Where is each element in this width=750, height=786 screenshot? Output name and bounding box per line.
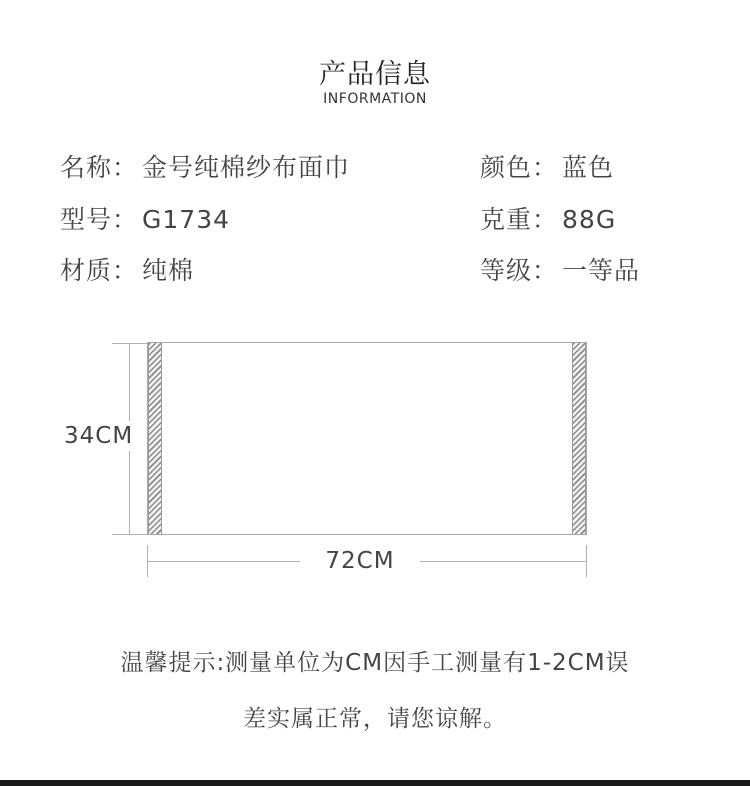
info-model-label: 型号：: [60, 205, 139, 234]
info-grade-value: 一等品: [562, 256, 641, 285]
info-weight-label: 克重：: [480, 205, 559, 234]
page-title: 产品信息: [319, 59, 431, 90]
info-model-value: G1734: [142, 205, 231, 234]
info-color-label: 颜色：: [480, 153, 559, 182]
towel-outline: [147, 342, 587, 535]
info-model: [60, 200, 230, 236]
height-tick-bottom: [112, 534, 148, 535]
towel-hem-left: [148, 343, 162, 534]
info-weight-value: 88G: [562, 205, 617, 234]
info-grade: [480, 251, 640, 287]
info-color-value: 蓝色: [562, 153, 615, 182]
width-tick-left: [147, 545, 148, 577]
info-material-label: 材质：: [60, 256, 139, 285]
width-tick-right: [586, 545, 587, 577]
height-tick-top: [112, 343, 148, 344]
height-label: 34CM: [64, 423, 134, 449]
info-color: [480, 148, 614, 184]
info-weight: [480, 200, 616, 236]
info-material: [60, 251, 194, 287]
info-name: [60, 148, 350, 184]
bottom-divider: [0, 780, 750, 786]
info-name-value: 金号纯棉纱布面巾: [142, 153, 351, 182]
info-grade-label: 等级：: [480, 256, 559, 285]
note-line-1: 温馨提示:测量单位为CM因手工测量有1-2CM误: [120, 650, 630, 676]
note-line-2: 差实属正常，请您谅解。: [243, 706, 507, 732]
width-label: 72CM: [300, 548, 420, 574]
page-subtitle: INFORMATION: [323, 91, 427, 107]
info-material-value: 纯棉: [142, 256, 195, 285]
towel-hem-right: [572, 343, 586, 534]
info-name-label: 名称：: [60, 153, 139, 182]
